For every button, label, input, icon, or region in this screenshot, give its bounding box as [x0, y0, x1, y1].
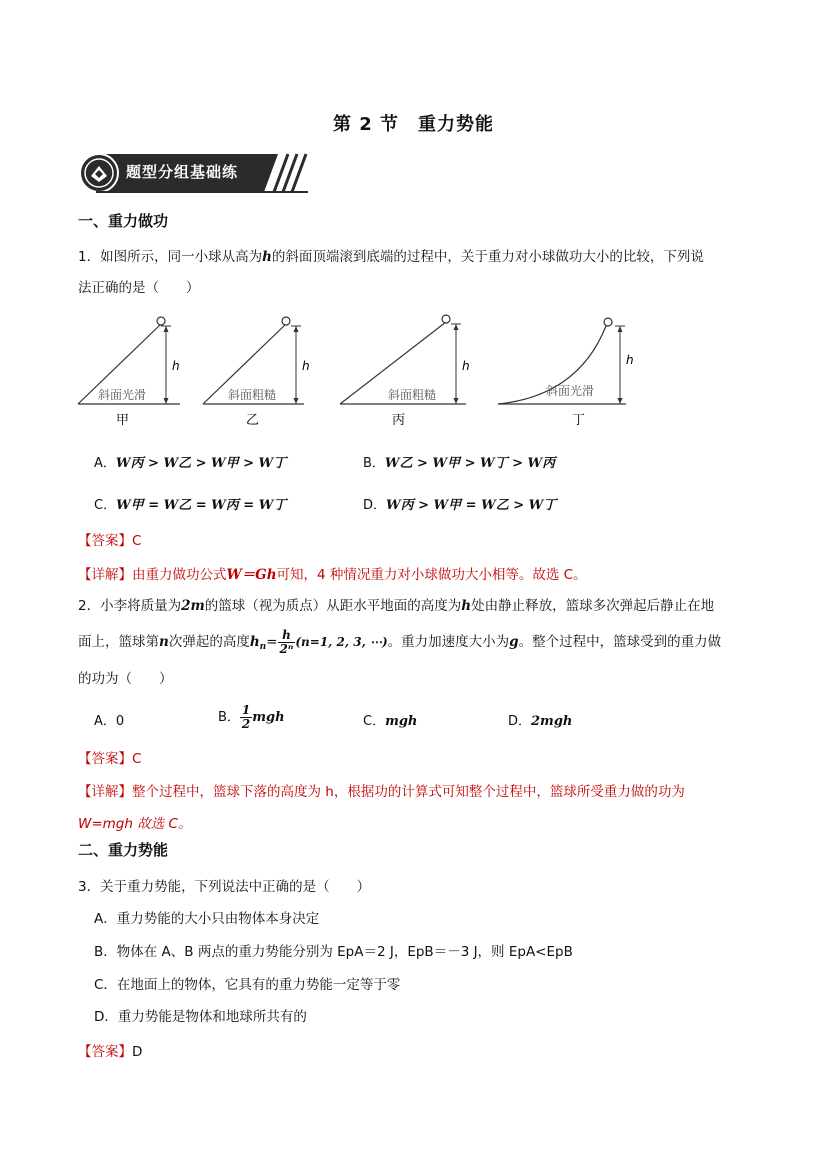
q1-option-b-expr: W乙 > W甲 > W丁 > W丙 [384, 456, 556, 471]
q3-option-c[interactable]: C．在地面上的物体，它具有的重力势能一定等于零 [94, 977, 401, 993]
q2-frac-num: h [278, 629, 296, 643]
q2-option-a-letter: A． [94, 714, 116, 729]
q2-option-a-expr: 0 [115, 714, 125, 729]
q2-text-d: 面上，篮球第 [78, 634, 159, 650]
q3-answer [78, 1040, 142, 1060]
page-title: 第 2 节 重力势能 [332, 114, 495, 135]
q2-n: n [159, 634, 169, 650]
figure-bing [340, 315, 470, 428]
q2-detail-label: 【详解】 [78, 784, 132, 800]
q2-stem-line3: 的功为（ ） [78, 671, 173, 687]
q2-text-f: 。重力加速度大小为 [387, 634, 510, 650]
q2-hn-sub: n [259, 642, 267, 652]
q1-stem-line2: 法正确的是（ ） [78, 280, 200, 296]
figure-jia-surface: 斜面光滑 [98, 388, 147, 402]
q2-detail-line2: W=mgh 故选 C。 [78, 816, 192, 832]
section-heading-1: 一、重力做功 [78, 212, 169, 230]
q3-option-d[interactable]: D．重力势能是物体和地球所共有的 [94, 1009, 307, 1025]
q2-answer-value: C [132, 751, 142, 767]
figure-ding-h: h [626, 353, 634, 367]
q2-option-d-expr: 2mgh [531, 714, 573, 729]
figure-yi [203, 317, 310, 428]
q3-option-a[interactable]: A．重力势能的大小只由物体本身决定 [94, 911, 320, 927]
figure-ding-surface: 斜面光滑 [546, 384, 595, 398]
q1-answer [78, 529, 141, 549]
q2-hn: h [249, 634, 260, 650]
q1-option-a-letter: A． [94, 456, 116, 471]
q3-stem: 3．关于重力势能，下列说法中正确的是（ ） [78, 879, 371, 895]
q1-text-a: 1．如图所示，同一小球从高为 [78, 249, 263, 265]
q2-option-b-num: 1 [241, 703, 251, 717]
q2-option-d[interactable] [508, 710, 572, 729]
q1-text-b: 的斜面顶端滚到底端的过程中，关于重力对小球做功大小的比较，下列说 [271, 249, 704, 265]
q2-mass: 2m [181, 598, 205, 614]
q1-option-b-letter: B． [363, 456, 385, 471]
q2-range: (n=1, 2, 3, ⋯) [295, 635, 388, 649]
q2-frac-den: 2ⁿ [279, 641, 294, 656]
q1-answer-value: C [132, 533, 142, 549]
q2-detail-line1 [78, 780, 685, 800]
q1-option-c-expr: W甲 = W乙 = W丙 = W丁 [116, 498, 287, 513]
q2-eq: = [266, 634, 278, 650]
q1-option-c-letter: C． [94, 498, 117, 513]
q2-text-c: 处由静止释放，篮球多次弹起后静止在地 [471, 598, 715, 614]
q1-option-b[interactable] [363, 452, 555, 471]
figure-yi-h: h [302, 359, 310, 373]
q1-option-d-expr: W丙 > W甲 = W乙 > W丁 [386, 498, 557, 513]
q3-option-b[interactable]: B．物体在 A、B 两点的重力势能分别为 EpA＝2 J，EpB＝－3 J，则 EpA<EpB [94, 944, 573, 960]
figure-yi-caption: 乙 [246, 413, 260, 428]
q1-detail-formula: W＝Gh [226, 567, 277, 583]
q2-option-b-letter: B． [218, 710, 240, 725]
figure-ding-caption: 丁 [572, 413, 586, 428]
q1-option-a-expr: W丙 > W乙 > W甲 > W丁 [115, 456, 287, 471]
q1-figures [70, 312, 760, 430]
figure-bing-caption: 丙 [392, 413, 406, 428]
q2-stem-line2 [78, 627, 721, 662]
q1-option-a[interactable] [94, 452, 286, 471]
q2-text-g: 。整个过程中，篮球受到的重力做 [518, 634, 722, 650]
q1-detail [78, 563, 587, 583]
q2-option-c-letter: C． [363, 714, 386, 729]
q2-answer-label: 【答案】 [78, 751, 132, 767]
figure-bing-h: h [462, 359, 470, 373]
q2-text-e: 次弹起的高度 [168, 634, 250, 650]
section-heading-2: 二、重力势能 [78, 841, 169, 859]
q2-detail-text: 整个过程中，篮球下落的高度为 h，根据功的计算式可知整个过程中，篮球所受重力做的功为 [132, 784, 685, 800]
q1-detail-label: 【详解】 [78, 567, 132, 583]
q2-option-c[interactable] [363, 710, 417, 729]
q2-option-b-frac [240, 704, 252, 731]
q2-h: h [461, 598, 472, 614]
q2-fraction [278, 629, 296, 656]
q2-option-b-expr: mgh [252, 710, 285, 725]
q1-option-c[interactable] [94, 494, 286, 513]
figure-ding [498, 318, 634, 428]
q2-option-c-expr: mgh [385, 714, 418, 729]
figure-jia [78, 317, 180, 428]
q3-answer-label: 【答案】 [78, 1044, 132, 1060]
q1-detail-text-b: 可知，4 种情况重力对小球做功大小相等。故选 C。 [276, 567, 587, 583]
q2-text-b: 的篮球（视为质点）从距水平地面的高度为 [204, 598, 462, 614]
q1-option-d[interactable] [363, 494, 556, 513]
q2-stem-line1 [78, 596, 714, 616]
q1-option-d-letter: D． [363, 498, 387, 513]
figure-jia-caption: 甲 [116, 413, 130, 428]
q1-answer-label: 【答案】 [78, 533, 132, 549]
q2-option-b[interactable] [218, 700, 285, 736]
q1-stem-line1 [78, 247, 704, 267]
figure-jia-h: h [172, 359, 180, 373]
q3-answer-value: D [132, 1044, 143, 1060]
q1-detail-text-a: 由重力做功公式 [132, 567, 227, 583]
figure-bing-surface: 斜面粗糙 [388, 388, 437, 402]
q2-option-b-den: 2 [241, 717, 251, 731]
q2-option-d-letter: D． [508, 714, 532, 729]
figure-yi-surface: 斜面粗糙 [228, 388, 277, 402]
q2-g: g [509, 634, 519, 650]
section-banner [78, 152, 310, 194]
banner-label: 题型分组基础练 [126, 163, 239, 181]
q2-option-a[interactable] [94, 710, 124, 729]
q2-answer [78, 747, 141, 767]
q1-h-symbol: h [262, 249, 272, 265]
q2-text-a: 2．小李将质量为 [78, 598, 182, 614]
